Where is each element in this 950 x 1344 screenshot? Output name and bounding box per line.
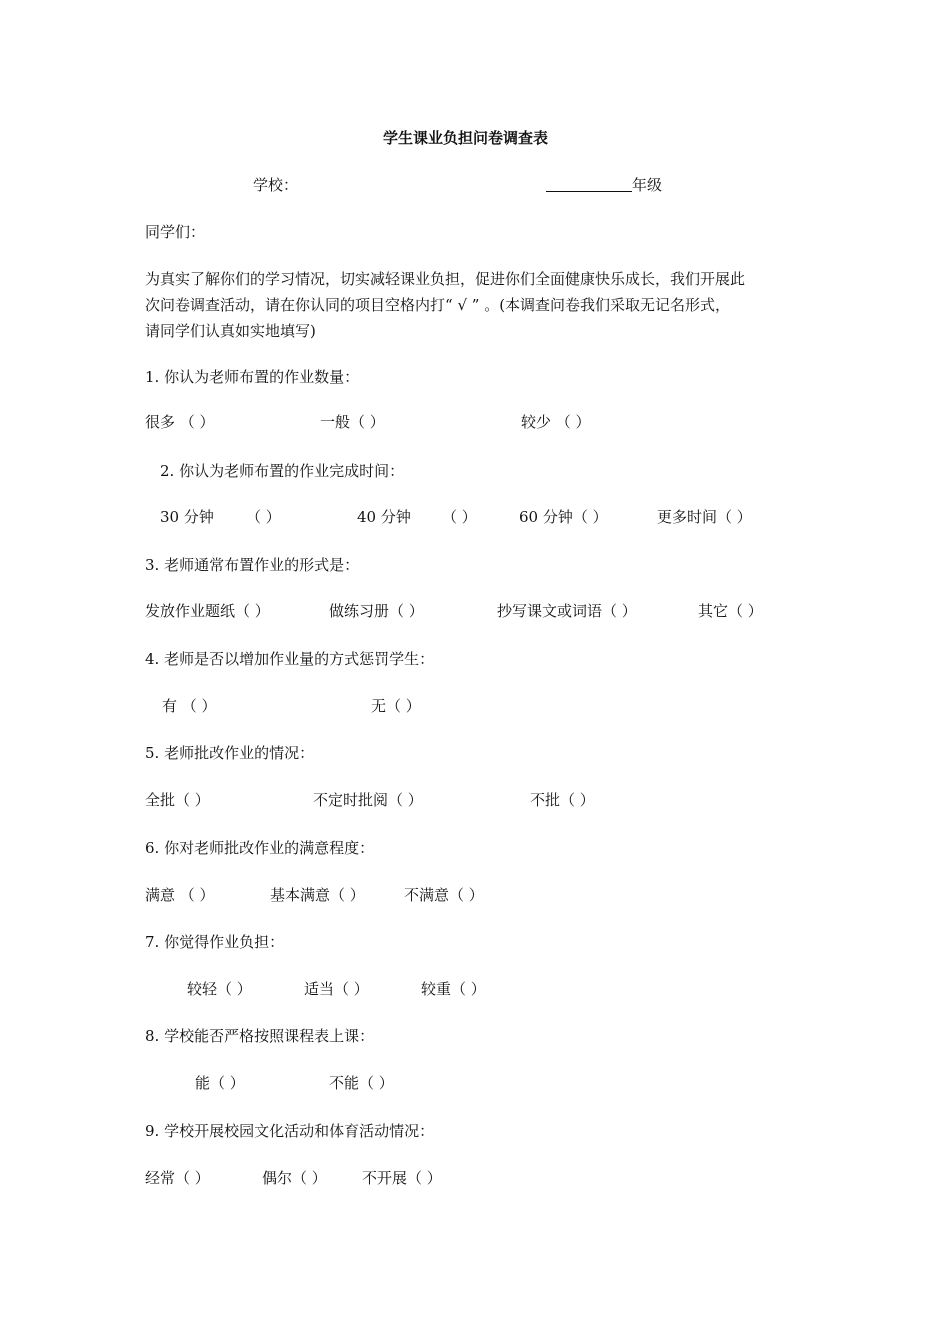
option[interactable]: 能（ ）	[195, 1074, 245, 1092]
grade-field	[546, 175, 662, 195]
option[interactable]: 其它（ ）	[698, 602, 763, 620]
question-3: 3. 老师通常布置作业的形式是：	[145, 556, 360, 574]
option[interactable]: 做练习册（ ）	[329, 602, 424, 620]
question-4: 4. 老师是否以增加作业量的方式惩罚学生：	[145, 650, 435, 668]
question-9: 9. 学校开展校园文化活动和体育活动情况：	[145, 1122, 435, 1140]
question-7: 7. 你觉得作业负担：	[145, 933, 285, 951]
page-title: 学生课业负担问卷调查表	[383, 129, 549, 147]
question-8: 8. 学校能否严格按照课程表上课：	[145, 1027, 375, 1045]
grade-blank-line	[546, 176, 632, 192]
option[interactable]: 较少 （ ）	[521, 413, 591, 431]
intro-paragraph	[145, 266, 815, 344]
school-label: 学校：	[253, 176, 299, 194]
option[interactable]: 偶尔（ ）	[262, 1169, 327, 1187]
option[interactable]: 30 分钟	[160, 508, 214, 526]
option[interactable]: 基本满意（ ）	[270, 886, 365, 904]
option[interactable]: 一般（ ）	[320, 413, 385, 431]
question-6: 6. 你对老师批改作业的满意程度：	[145, 839, 375, 857]
option[interactable]: 不能（ ）	[329, 1074, 394, 1092]
option[interactable]: 40 分钟	[357, 508, 411, 526]
option[interactable]: 有 （ ）	[162, 697, 217, 715]
intro-line: 为真实了解你们的学习情况，切实减轻课业负担，促进你们全面健康快乐成长，我们开展此	[145, 270, 746, 288]
intro-line: 次问卷调查活动，请在你认同的项目空格内打“ √ ” 。(本调查问卷我们采取无记名形式，	[145, 296, 731, 314]
option[interactable]: 适当（ ）	[304, 980, 369, 998]
option[interactable]: 抄写课文或词语（ ）	[497, 602, 637, 620]
grade-label: 年级	[632, 176, 663, 194]
option[interactable]: 发放作业题纸（ ）	[145, 602, 270, 620]
option[interactable]: 不批（ ）	[530, 791, 595, 809]
option[interactable]: 不满意（ ）	[404, 886, 484, 904]
option[interactable]: 不定时批阅（ ）	[313, 791, 423, 809]
option[interactable]: 较轻（ ）	[187, 980, 252, 998]
option[interactable]: 经常（ ）	[145, 1169, 210, 1187]
option[interactable]: 全批（ ）	[145, 791, 210, 809]
question-1: 1. 你认为老师布置的作业数量：	[145, 368, 360, 386]
option[interactable]: 无（ ）	[371, 697, 421, 715]
option[interactable]: （ ）	[246, 508, 281, 526]
option[interactable]: 60 分钟（ ）	[519, 508, 608, 526]
intro-line: 请同学们认真如实地填写)	[145, 322, 316, 340]
question-5: 5. 老师批改作业的情况：	[145, 744, 315, 762]
option[interactable]: 较重（ ）	[421, 980, 486, 998]
option[interactable]: （ ）	[442, 508, 477, 526]
option[interactable]: 满意 （ ）	[145, 886, 215, 904]
option[interactable]: 不开展（ ）	[362, 1169, 442, 1187]
option[interactable]: 更多时间（ ）	[657, 508, 752, 526]
option[interactable]: 很多 （ ）	[145, 413, 215, 431]
greeting: 同学们：	[145, 223, 206, 241]
question-2: 2. 你认为老师布置的作业完成时间：	[160, 462, 405, 480]
